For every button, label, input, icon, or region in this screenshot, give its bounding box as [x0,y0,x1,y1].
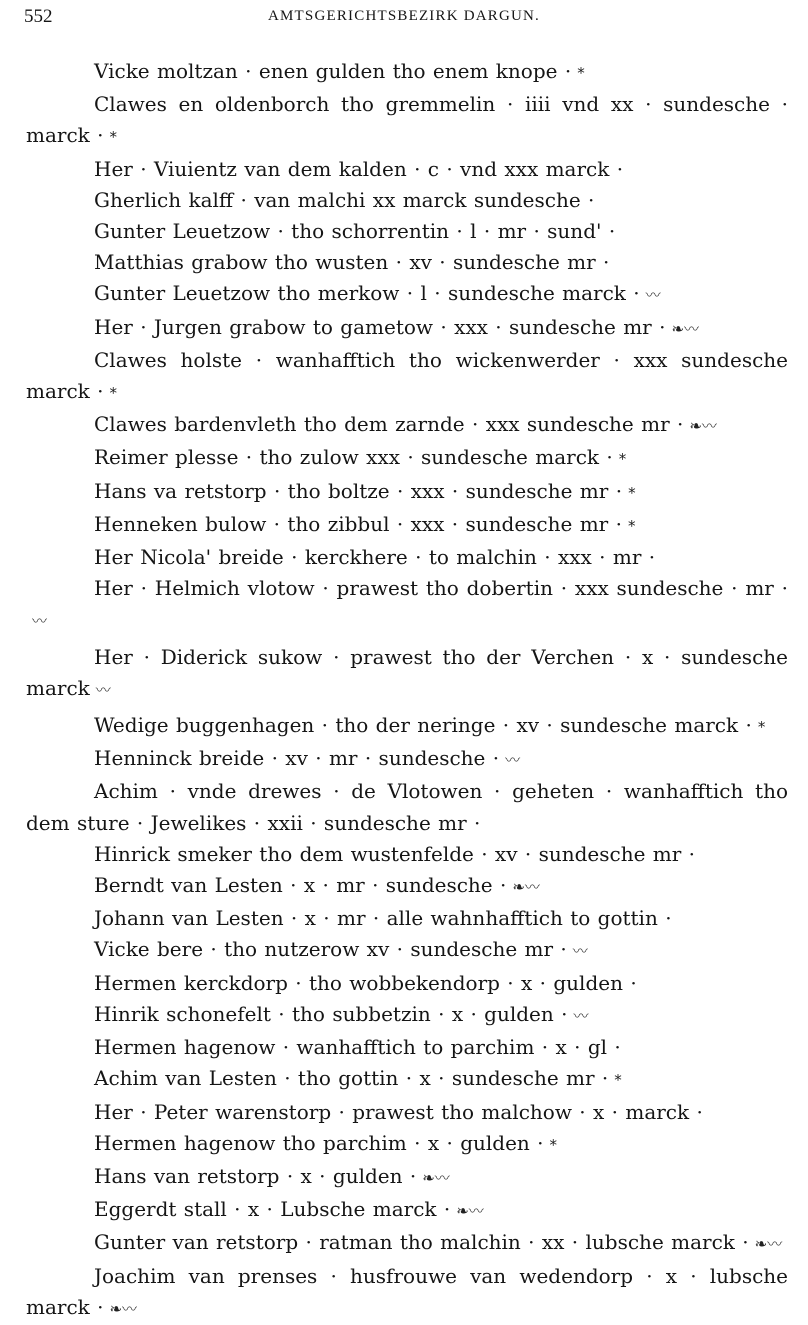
flourish-icon: 〰 [573,1006,589,1025]
entry-text: Henneken bulow · tho zibbul · xxx · sundesche mr · [94,511,622,536]
entry-line [26,1063,788,1096]
entry-line [26,642,788,706]
entry-line [26,776,788,838]
entry-text: Eggerdt stall · x · Lubsche marck · [94,1197,451,1222]
entry-line [26,278,788,311]
entry-text: Matthias grabow tho wusten · xv · sundesche mr · [94,250,610,275]
asterisk-icon: * [757,718,766,737]
entry-text: Berndt van Lesten · x · mr · sundesche · [94,873,507,898]
entry-line [26,247,788,278]
entry-text: Her · Diderick sukow · prawest tho der Verchen · x · sundesche marck [26,644,788,700]
entry-text: Vicke moltzan · enen gulden tho enem knope · [94,59,572,83]
flourish-icon: 〰 [505,751,521,770]
asterisk-icon: * [628,483,636,502]
flourish-icon: ❧〰 [512,878,540,897]
entry-text: Her · Jurgen grabow to gametow · xxx · sundesche mr · [94,314,666,339]
flourish-icon: 〰 [572,942,588,961]
entry-line [26,476,788,509]
entry-text: Joachim van prenses · husfrouwe van wedendorp · x · lubsche marck · [26,1263,788,1319]
entry-text: Her · Viuientz van dem kalden · c · vnd xxx marck · [94,156,624,181]
flourish-icon: ❧〰 [689,417,717,436]
flourish-icon: 〰 [95,680,111,699]
entry-text: Her · Helmich vlotow · prawest tho dobertin · xxx sundesche · mr · [94,576,788,601]
entry-line [26,345,788,409]
entry-text: Clawes en oldenborch tho gremmelin · iiii vnd xx · sundesche · marck · [26,92,788,148]
asterisk-icon: * [614,1071,622,1090]
entry-line [26,999,788,1032]
entry-text: Gunter Leuetzow tho merkow · l · sundesche marck · [94,281,640,306]
entry-list [26,56,788,1325]
entry-line [26,312,788,345]
entry-line [26,934,788,967]
entry-line [26,839,788,870]
flourish-icon: 〰 [32,612,48,631]
entry-line [26,870,788,903]
entry-line [26,710,788,743]
entry-line [26,409,788,442]
entry-line [26,216,788,247]
asterisk-icon: * [627,516,636,535]
running-head [0,6,808,30]
flourish-icon: ❧〰 [422,1168,450,1187]
entry-text: Hermen kerckdorp · tho wobbekendorp · x · gulden · [94,970,637,995]
entry-line [26,509,788,542]
entry-line [26,1128,788,1161]
entry-text: Wedige buggenhagen · tho der neringe · xv · sundesche marck · [94,713,752,738]
flourish-icon: ❧〰 [754,1235,783,1254]
entry-text: Hinrick smeker tho dem wustenfelde · xv · sundesche mr · [94,841,696,866]
entry-text: Her Nicola' breide · kerckhere · to malchin · xxx · mr · [94,545,656,570]
entry-line [26,185,788,216]
entry-text: Hermen hagenow · wanhafftich to parchim · x · gl · [94,1035,621,1060]
entry-line [26,542,788,573]
entry-text: Hans va retstorp · tho boltze · xxx · sundesche mr · [94,478,623,503]
entry-text: Her · Peter warenstorp · prawest tho malchow · x · marck · [94,1099,703,1124]
entry-line [26,903,788,934]
entry-line [26,89,788,153]
header-title: AMTSGERICHTSBEZIRK DARGUN. [267,8,541,24]
entry-text: Johann van Lesten · x · mr · alle wahnhafftich to gottin · [94,906,672,931]
entry-line [26,56,788,89]
flourish-icon: ❧〰 [109,1299,138,1318]
entry-text: Achim van Lesten · tho gottin · x · sundesche mr · [94,1066,609,1091]
entry-text: Gherlich kalff · van malchi xx marck sundesche · [94,187,595,212]
entry-line [26,154,788,185]
entry-text: Achim · vnde drewes · de Vlotowen · geheten · wanhafftich tho dem sture · Jewelikes · xxii · sundesche mr · [26,779,788,835]
asterisk-icon: * [109,384,117,403]
asterisk-icon: * [109,128,117,147]
entry-line [26,968,788,999]
entry-text: Hans van retstorp · x · gulden · [94,1163,417,1188]
page-number: 552 [24,6,53,27]
entry-text: Clawes holste · wanhafftich tho wickenwerder · xxx sundesche marck · [26,347,788,404]
flourish-icon: 〰 [645,286,661,305]
entry-text: Henninck breide · xv · mr · sundesche · [94,746,500,771]
entry-text: Gunter Leuetzow · tho schorrentin · l · mr · sund' · [94,219,616,244]
flourish-icon: ❧〰 [671,319,700,338]
entry-line [26,1161,788,1194]
asterisk-icon: * [549,1135,558,1154]
entry-text: Gunter van retstorp · ratman tho malchin · xx · lubsche marck · [94,1230,749,1255]
entry-line [26,442,788,475]
asterisk-icon: * [618,450,627,469]
entry-text: Vicke bere · tho nutzerow xv · sundesche mr · [94,937,567,962]
flourish-icon: ❧〰 [456,1202,484,1221]
entry-line [26,1032,788,1063]
entry-text: Reimer plesse · tho zulow xxx · sundesche marck · [94,445,613,470]
entry-line [26,1227,788,1260]
entry-line [26,743,788,776]
entry-line [26,573,788,637]
entry-text: Clawes bardenvleth tho dem zarnde · xxx sundesche mr · [94,412,684,437]
entry-text: Hinrik schonefelt · tho subbetzin · x · gulden · [94,1001,568,1026]
entry-line [26,1097,788,1128]
entry-line [26,1261,788,1325]
entry-line [26,1194,788,1227]
asterisk-icon: * [577,64,585,82]
entry-text: Hermen hagenow tho parchim · x · gulden · [94,1130,544,1155]
